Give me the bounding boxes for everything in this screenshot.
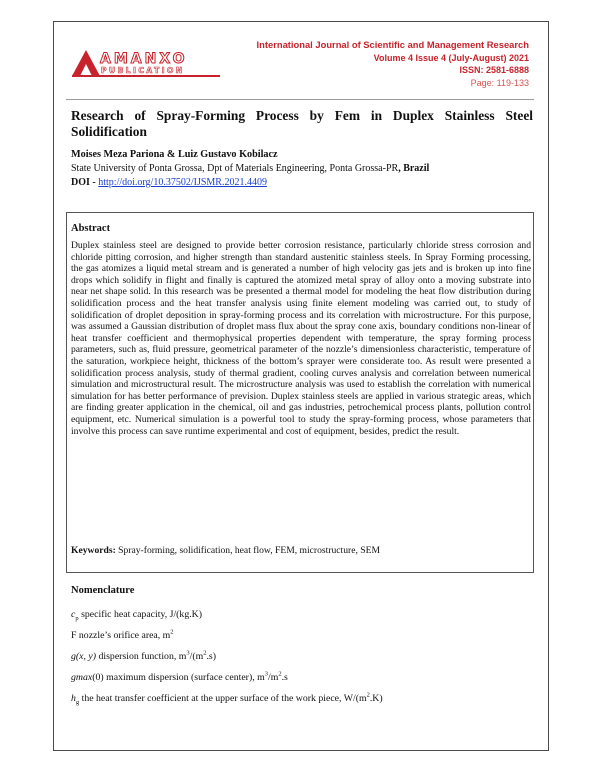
doi-label: DOI - [71, 177, 96, 188]
paper-authors: Moises Meza Pariona & Luiz Gustavo Kobilacz [71, 149, 278, 160]
paper-doi [71, 177, 267, 188]
nomenclature-heading: Nomenclature [71, 585, 135, 596]
paper-affiliation [71, 163, 429, 174]
nomenclature-item-g: g(x, y) dispersion function, $m^3/(m^2.s)$ [71, 649, 217, 662]
logo-subtitle: PUBLICATION [101, 66, 185, 75]
keywords [71, 545, 380, 556]
journal-pages: Page: 119-133 [470, 77, 529, 88]
nomenclature-item-cp: $c_p$ specific heat capacity, J/(kg.K) [71, 609, 203, 622]
abstract-divider [66, 572, 534, 573]
abstract-heading: Abstract [71, 223, 111, 234]
keywords-label: Keywords: [71, 545, 116, 556]
paper-title: Research of Spray-Forming Process by Fem in Duplex Stainless Steel Solidification [71, 108, 533, 139]
affiliation-country: , Brazil [398, 163, 430, 174]
logo-name: AMANXO [100, 51, 188, 67]
journal-title: International Journal of Scientific and Management Research [256, 39, 529, 50]
affiliation-text: State University of Ponta Grossa, Dpt of Materials Engineering, Ponta Grossa-PR [71, 163, 399, 174]
nomenclature-item-hg: $h_g$ the heat transfer coefficient at the upper surface of the work piece, $W/(m^2.K)$ [71, 691, 383, 706]
abstract-text: Duplex stainless steel are designed to provide better corrosion resistance, particularly chloride stress corrosion and chloride pitting corrosion, and higher strength than standard austenitic stainless steels. In Spray Forming processing, the gas atomizes a liquid metal stream and is generated a number of high velocity gas jets and is broken up into fine drops which solidify in flight and finally is captured the atomized metal spray of alloy onto a moving substrate into near net shape solid. In this research was be presented a thermal model for modeling the heat flow distribution during solidification process and the heat transfer analysis using finite element modeling was carried out, to study of solidification of droplet deposition in spray-forming process and its correlation with microstructure. For this purpose, was assumed a Gaussian distribution of droplet mass flux about the spray cone axis, boundary conditions non-linear of heat transfer coefficient and thermophysical properties dependent with temperature, the spray forming process parameters, such as, fluid pressure, geometrical parameter of the nozzle’s dimensionless characteristic, temperature of the saturation, workpiece height, thickness of the bottom’s sprayer were considerate too. As result were presented a solidification process analysis, study of thermal gradient, cooling curves analysis and correlation between numerical simulation and microstructural result. The microstructure analysis was used to establish the correlation with numerical simulation for has better performance of prevision. Duplex stainless steels are applied in various strategic areas, which are finding greater application in the chemical, oil and gas industries, petrochemical process plants, pollution control equipment, etc. Numerical simulation is a powerful tool to study the spray-forming process, whose parameters that involve this process can save runtime experimental and cost of equipment, besides, predict the result. [71, 240, 531, 437]
journal-issn: ISSN: 2581-6888 [459, 65, 529, 76]
header-divider [66, 99, 534, 100]
journal-volume: Volume 4 Issue 4 (July-August) 2021 [373, 52, 529, 63]
nomenclature-item-f: F nozzle’s orifice area, $m^2$ [71, 628, 174, 641]
keywords-list: Spray-forming, solidification, heat flow, FEM, microstructure, SEM [118, 545, 380, 556]
journal-info [257, 39, 529, 89]
publisher-logo [70, 46, 220, 78]
nomenclature-item-gmax: gmax(0) maximum dispersion (surface center), $m^3/m^2.s$ [71, 670, 288, 683]
doi-link[interactable]: http://doi.org/10.37502/IJSMR.2021.4409 [98, 177, 267, 188]
